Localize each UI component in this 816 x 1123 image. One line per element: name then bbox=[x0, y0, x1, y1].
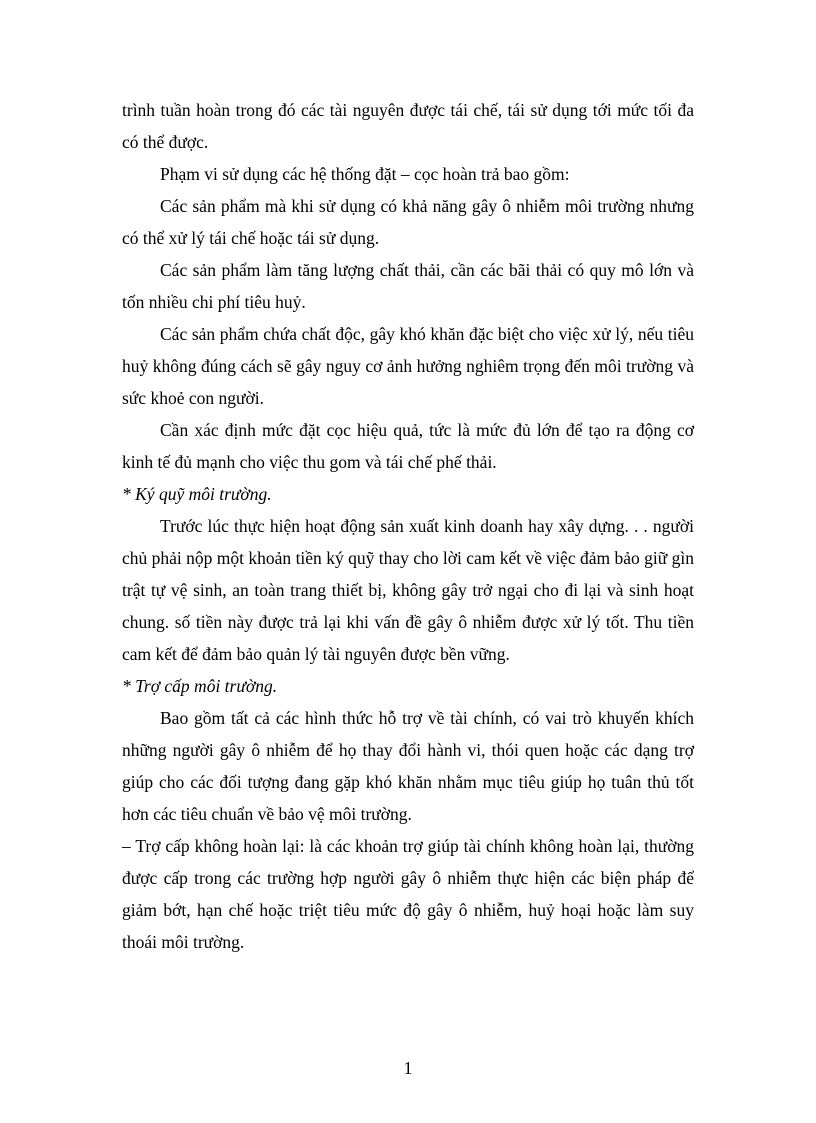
paragraph-continuation: trình tuần hoàn trong đó các tài nguyên được tái chế, tái sử dụng tới mức tối đa có thể được. bbox=[122, 100, 694, 152]
heading-environmental-deposit: * Ký quỹ môi trường. bbox=[122, 484, 272, 504]
document-body bbox=[122, 94, 694, 958]
paragraph-environmental-subsidy: Bao gồm tất cả các hình thức hỗ trợ về tài chính, có vai trò khuyến khích những người gây ô nhiễm để họ thay đổi hành vi, thói quen hoặc các dạng trợ giúp cho các đối tượng đang gặp khó khăn nhằm mục tiêu giúp họ tuân thủ tốt hơn các tiêu chuẩn về bảo vệ môi trường. bbox=[122, 708, 694, 824]
paragraph-non-refundable-subsidy: – Trợ cấp không hoàn lại: là các khoản trợ giúp tài chính không hoàn lại, thường được cấp trong các trường hợp người gây ô nhiễm thực hiện các biện pháp để giảm bớt, hạn chế hoặc triệt tiêu mức độ gây ô nhiễm, huỷ hoại hoặc làm suy thoái môi trường. bbox=[122, 836, 694, 952]
heading-environmental-subsidy: * Trợ cấp môi trường. bbox=[122, 676, 278, 696]
paragraph-scope-intro: Phạm vi sử dụng các hệ thống đặt – cọc hoàn trả bao gồm: bbox=[160, 164, 570, 184]
paragraph-scope-item-3: Các sản phẩm chứa chất độc, gây khó khăn đặc biệt cho việc xử lý, nếu tiêu huỷ không đúng cách sẽ gây nguy cơ ảnh hưởng nghiêm trọng đến môi trường và sức khoẻ con người. bbox=[122, 324, 694, 408]
page-number: 1 bbox=[403, 1058, 413, 1078]
paragraph-environmental-deposit: Trước lúc thực hiện hoạt động sản xuất kinh doanh hay xây dựng. . . người chủ phải nộp một khoản tiền ký quỹ thay cho lời cam kết về việc đảm bảo giữ gìn trật tự vệ sinh, an toàn trang thiết bị, không gây trở ngại cho đi lại và sinh hoạt chung. số tiền này được trả lại khi vấn đề gây ô nhiễm được xử lý tốt. Thu tiền cam kết để đảm bảo quản lý tài nguyên được bền vững. bbox=[122, 516, 694, 664]
paragraph-scope-item-1: Các sản phẩm mà khi sử dụng có khả năng gây ô nhiễm môi trường nhưng có thể xử lý tái chế hoặc tái sử dụng. bbox=[122, 196, 694, 248]
paragraph-deposit-level: Cần xác định mức đặt cọc hiệu quả, tức là mức đủ lớn để tạo ra động cơ kinh tế đủ mạnh cho việc thu gom và tái chế phế thải. bbox=[122, 420, 694, 472]
paragraph-scope-item-2: Các sản phẩm làm tăng lượng chất thải, cần các bãi thải có quy mô lớn và tốn nhiều chi phí tiêu huỷ. bbox=[122, 260, 694, 312]
